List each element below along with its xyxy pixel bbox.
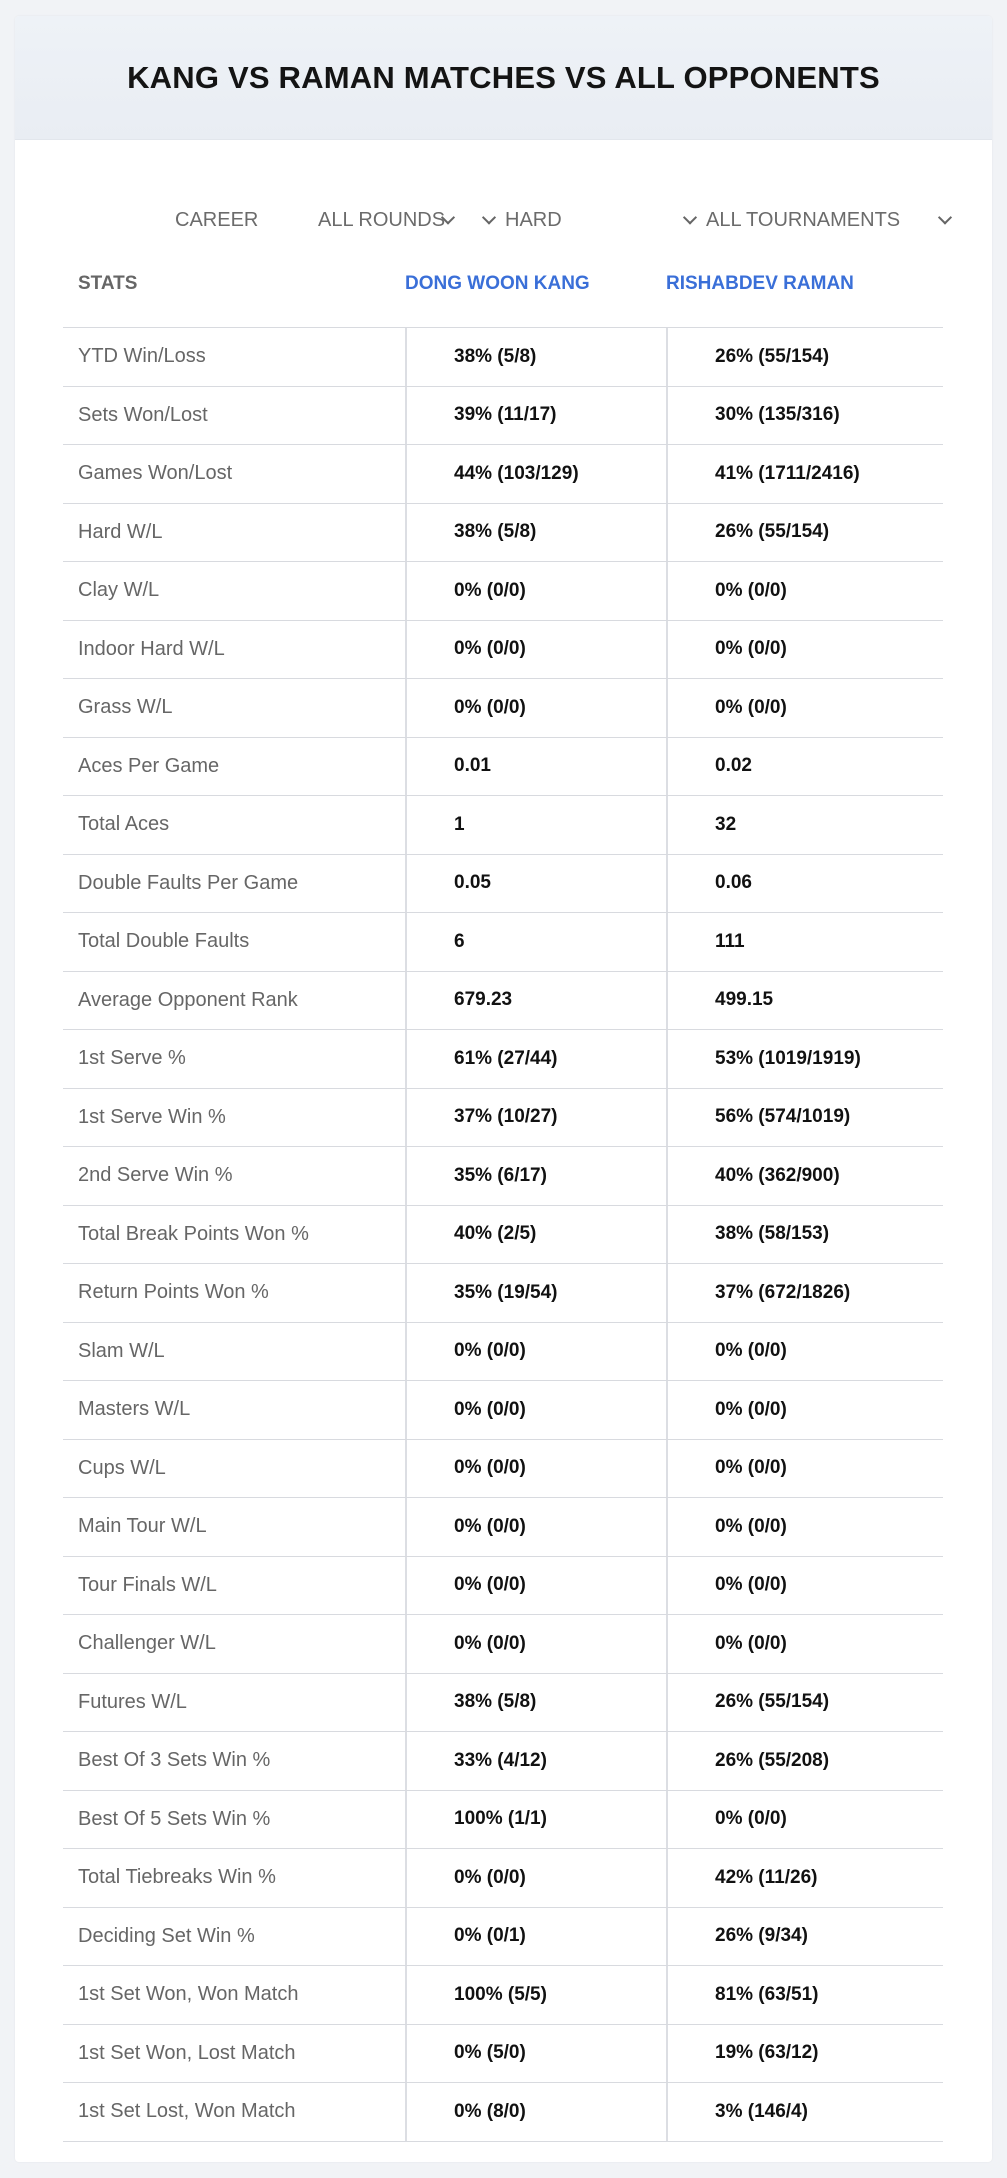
player1-stat-value: 37% (10/27) (454, 1106, 558, 1128)
player2-stat-value: 0% (0/0) (715, 1808, 787, 1830)
player1-stat-value: 38% (5/8) (454, 521, 537, 543)
column-divider (666, 1966, 668, 2024)
player2-stat-value: 0% (0/0) (715, 638, 787, 660)
player2-stat-value: 26% (55/154) (715, 1691, 830, 1713)
player1-stat-value: 100% (5/5) (454, 1983, 547, 2005)
stat-label: 2nd Serve Win % (78, 1164, 233, 1187)
column-divider (405, 2025, 407, 2083)
player1-stat-value: 0% (0/1) (454, 1925, 526, 1947)
table-row (63, 679, 943, 738)
player2-stat-value: 56% (574/1019) (715, 1106, 851, 1128)
player2-stat-value: 81% (63/51) (715, 1983, 819, 2005)
table-row (63, 1030, 943, 1089)
stat-label: Hard W/L (78, 520, 163, 543)
player1-stat-value: 0% (0/0) (454, 1632, 526, 1654)
filter-surface-value: HARD (505, 208, 562, 231)
column-divider (666, 2025, 668, 2083)
column-divider (666, 1791, 668, 1849)
table-row (63, 1674, 943, 1733)
player1-stat-value: 100% (1/1) (454, 1808, 547, 1830)
stat-label: 1st Set Lost, Won Match (78, 2100, 296, 2123)
stats-card (15, 16, 992, 2162)
column-divider (405, 1381, 407, 1439)
column-divider (666, 445, 668, 503)
player1-stat-value: 0% (0/0) (454, 1574, 526, 1596)
player2-stat-value: 3% (146/4) (715, 2100, 808, 2122)
column-divider (405, 1966, 407, 2024)
column-divider (405, 1849, 407, 1907)
column-divider (666, 1440, 668, 1498)
column-divider (405, 1615, 407, 1673)
column-divider (666, 1147, 668, 1205)
player1-stat-value: 6 (454, 930, 465, 952)
column-header-stats: STATS (78, 273, 138, 294)
table-header (63, 252, 943, 328)
stat-label: Indoor Hard W/L (78, 637, 225, 660)
player1-stat-value: 44% (103/129) (454, 462, 579, 484)
player1-stat-value: 38% (5/8) (454, 345, 537, 367)
player2-stat-value: 26% (55/154) (715, 521, 830, 543)
column-divider (405, 1147, 407, 1205)
column-divider (405, 387, 407, 445)
table-row (63, 855, 943, 914)
column-divider (405, 445, 407, 503)
stat-label: Total Tiebreaks Win % (78, 1866, 276, 1889)
table-row (63, 1849, 943, 1908)
table-row (63, 1264, 943, 1323)
chevron-down-icon (683, 210, 697, 224)
column-divider (405, 1557, 407, 1615)
chevron-down-icon (482, 210, 496, 224)
stat-label: Masters W/L (78, 1398, 191, 1421)
player2-stat-value: 0% (0/0) (715, 579, 787, 601)
player2-stat-value: 0% (0/0) (715, 1398, 787, 1420)
table-row (63, 1498, 943, 1557)
column-divider (666, 679, 668, 737)
stat-label: Total Aces (78, 813, 170, 836)
stat-label: Total Break Points Won % (78, 1222, 309, 1245)
player1-stat-value: 40% (2/5) (454, 1223, 537, 1245)
stat-label: Games Won/Lost (78, 462, 233, 485)
table-row (63, 562, 943, 621)
column-divider (405, 1030, 407, 1088)
column-divider (405, 1264, 407, 1322)
table-row (63, 1089, 943, 1148)
column-divider (666, 796, 668, 854)
column-divider (405, 1498, 407, 1556)
table-row (63, 1557, 943, 1616)
column-divider (666, 1557, 668, 1615)
stat-label: Clay W/L (78, 579, 160, 602)
column-divider (666, 621, 668, 679)
stat-label: Best Of 3 Sets Win % (78, 1749, 271, 1772)
column-divider (405, 1089, 407, 1147)
column-divider (666, 504, 668, 562)
table-row (63, 504, 943, 563)
table-row (63, 1908, 943, 1967)
player2-stat-value: 0% (0/0) (715, 1340, 787, 1362)
player2-stat-value: 0% (0/0) (715, 696, 787, 718)
player2-stat-value: 40% (362/900) (715, 1164, 840, 1186)
column-divider (405, 796, 407, 854)
column-divider (666, 1264, 668, 1322)
table-row (63, 1966, 943, 2025)
player1-stat-value: 35% (6/17) (454, 1164, 547, 1186)
stat-label: 1st Serve % (78, 1047, 186, 1070)
stat-label: Sets Won/Lost (78, 403, 208, 426)
player1-stat-value: 33% (4/12) (454, 1749, 547, 1771)
player2-stat-value: 53% (1019/1919) (715, 1047, 861, 1069)
table-body (63, 328, 943, 2142)
player1-stat-value: 0% (5/0) (454, 2042, 526, 2064)
filter-period-value: CAREER (175, 208, 259, 231)
table-row (63, 1381, 943, 1440)
column-divider (405, 1674, 407, 1732)
player2-stat-value: 0% (0/0) (715, 1574, 787, 1596)
filter-period-select[interactable] (175, 188, 258, 252)
player1-stat-value: 0% (0/0) (454, 1398, 526, 1420)
column-divider (405, 1440, 407, 1498)
column-divider (666, 913, 668, 971)
column-divider (666, 1849, 668, 1907)
table-row (63, 1147, 943, 1206)
stat-label: Average Opponent Rank (78, 988, 298, 1011)
card-header (15, 16, 992, 140)
column-divider (666, 1498, 668, 1556)
player2-stat-value: 0% (0/0) (715, 1457, 787, 1479)
column-divider (666, 855, 668, 913)
player2-stat-value: 37% (672/1826) (715, 1281, 851, 1303)
stat-label: Deciding Set Win % (78, 1924, 255, 1947)
player1-stat-value: 39% (11/17) (454, 404, 557, 426)
column-divider (405, 328, 407, 386)
column-divider (666, 738, 668, 796)
column-divider (666, 328, 668, 386)
player2-stat-value: 0.02 (715, 755, 752, 777)
column-divider (405, 621, 407, 679)
stat-label: 1st Serve Win % (78, 1105, 226, 1128)
filter-tournament-select[interactable] (706, 188, 900, 252)
player1-stat-value: 0% (8/0) (454, 2100, 526, 2122)
player2-stat-value: 0% (0/0) (715, 1515, 787, 1537)
column-divider (666, 562, 668, 620)
column-divider (666, 1089, 668, 1147)
stat-label: Main Tour W/L (78, 1515, 207, 1538)
table-row (63, 972, 943, 1031)
stat-label: Double Faults Per Game (78, 871, 299, 894)
table-row (63, 1791, 943, 1850)
column-divider (666, 1030, 668, 1088)
column-divider (405, 562, 407, 620)
table-row (63, 387, 943, 446)
player2-stat-value: 0.06 (715, 872, 752, 894)
player2-stat-value: 32 (715, 813, 737, 835)
stat-label: YTD Win/Loss (78, 345, 206, 368)
column-header-player1[interactable]: DONG WOON KANG (405, 273, 590, 294)
filter-surface-select[interactable] (505, 188, 562, 252)
player1-stat-value: 0.01 (454, 755, 491, 777)
filter-round-select[interactable] (318, 188, 445, 252)
stat-label: Cups W/L (78, 1456, 166, 1479)
column-divider (666, 1381, 668, 1439)
table-row (63, 1323, 943, 1382)
column-divider (666, 1615, 668, 1673)
table-row (63, 913, 943, 972)
stat-label: Challenger W/L (78, 1632, 216, 1655)
column-divider (405, 1791, 407, 1849)
column-divider (666, 1323, 668, 1381)
page-title: KANG VS RAMAN MATCHES VS ALL OPPONENTS (127, 59, 880, 95)
column-divider (405, 1908, 407, 1966)
column-header-player2[interactable]: RISHABDEV RAMAN (666, 273, 854, 294)
player2-stat-value: 0% (0/0) (715, 1632, 787, 1654)
table-row (63, 1732, 943, 1791)
player2-stat-value: 30% (135/316) (715, 404, 840, 426)
player1-stat-value: 0% (0/0) (454, 579, 526, 601)
player2-stat-value: 19% (63/12) (715, 2042, 819, 2064)
column-divider (405, 679, 407, 737)
column-divider (666, 1732, 668, 1790)
player1-stat-value: 0% (0/0) (454, 1457, 526, 1479)
column-divider (666, 972, 668, 1030)
column-divider (405, 504, 407, 562)
player2-stat-value: 111 (715, 930, 745, 952)
player2-stat-value: 499.15 (715, 989, 774, 1011)
column-divider (405, 913, 407, 971)
column-divider (405, 855, 407, 913)
column-divider (405, 1732, 407, 1790)
table-row (63, 621, 943, 680)
column-divider (666, 1908, 668, 1966)
player1-stat-value: 0% (0/0) (454, 1515, 526, 1537)
table-row (63, 2083, 943, 2142)
filter-round-value: ALL ROUNDS (318, 208, 446, 231)
stat-label: Grass W/L (78, 696, 173, 719)
stat-label: Best Of 5 Sets Win % (78, 1807, 271, 1830)
filter-bar (15, 188, 992, 252)
player1-stat-value: 0% (0/0) (454, 638, 526, 660)
player1-stat-value: 0% (0/0) (454, 1340, 526, 1362)
table-row (63, 738, 943, 797)
table-row (63, 1440, 943, 1499)
column-divider (405, 1206, 407, 1264)
table-row (63, 445, 943, 504)
column-divider (405, 2083, 407, 2141)
player2-stat-value: 41% (1711/2416) (715, 462, 860, 484)
player1-stat-value: 35% (19/54) (454, 1281, 558, 1303)
table-row (63, 1615, 943, 1674)
player1-stat-value: 61% (27/44) (454, 1047, 558, 1069)
table-row (63, 1206, 943, 1265)
player2-stat-value: 26% (9/34) (715, 1925, 808, 1947)
player2-stat-value: 38% (58/153) (715, 1223, 830, 1245)
stat-label: 1st Set Won, Lost Match (78, 2041, 296, 2064)
chevron-down-icon (938, 210, 952, 224)
table-row (63, 796, 943, 855)
table-row (63, 2025, 943, 2084)
stat-label: Slam W/L (78, 1339, 165, 1362)
player2-stat-value: 26% (55/208) (715, 1749, 830, 1771)
stat-label: Futures W/L (78, 1690, 187, 1713)
player2-stat-value: 26% (55/154) (715, 345, 830, 367)
stats-table (63, 252, 943, 2142)
column-divider (666, 2083, 668, 2141)
stat-label: Return Points Won % (78, 1281, 269, 1304)
column-divider (405, 738, 407, 796)
player1-stat-value: 38% (5/8) (454, 1691, 537, 1713)
player1-stat-value: 0% (0/0) (454, 1866, 526, 1888)
player1-stat-value: 1 (454, 813, 465, 835)
stat-label: Aces Per Game (78, 754, 220, 777)
stat-label: 1st Set Won, Won Match (78, 1983, 299, 2006)
column-divider (666, 1674, 668, 1732)
table-row (63, 328, 943, 387)
column-divider (405, 1323, 407, 1381)
stat-label: Total Double Faults (78, 930, 250, 953)
column-divider (405, 972, 407, 1030)
player1-stat-value: 0.05 (454, 872, 491, 894)
column-divider (666, 1206, 668, 1264)
column-divider (666, 387, 668, 445)
player1-stat-value: 679.23 (454, 989, 513, 1011)
player2-stat-value: 42% (11/26) (715, 1866, 818, 1888)
filter-tournament-value: ALL TOURNAMENTS (706, 208, 901, 231)
player1-stat-value: 0% (0/0) (454, 696, 526, 718)
stat-label: Tour Finals W/L (78, 1573, 217, 1596)
